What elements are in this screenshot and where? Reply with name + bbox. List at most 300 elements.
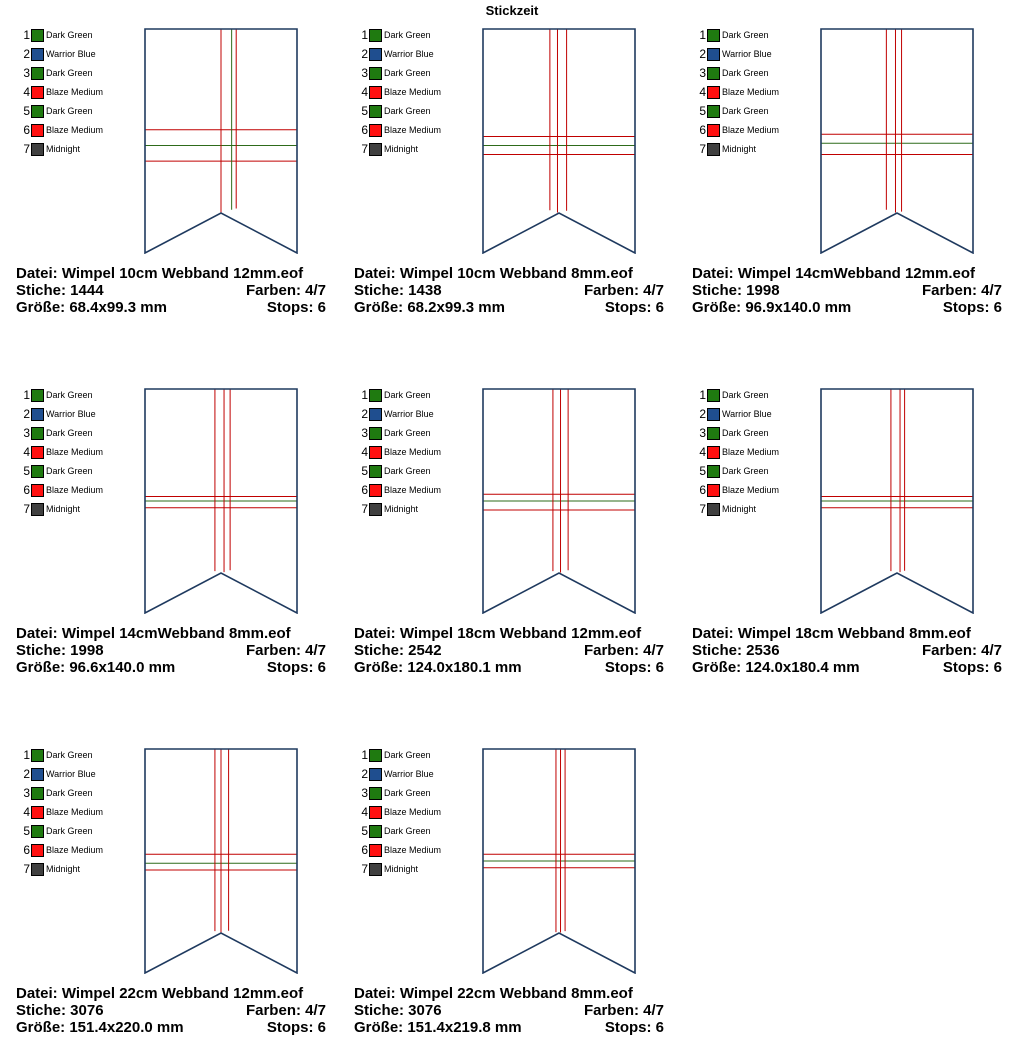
legend-item xyxy=(16,748,93,763)
legend-color-name: Dark Green xyxy=(46,826,93,836)
legend-item xyxy=(16,824,93,839)
legend-color-name: Blaze Medium xyxy=(46,485,104,495)
legend-item xyxy=(354,104,431,119)
legend-number: 3 xyxy=(361,426,368,440)
legend-item xyxy=(692,426,769,441)
color-swatch xyxy=(31,427,44,440)
legend-item xyxy=(16,843,103,858)
design-size: Größe: 68.2x99.3 mm xyxy=(354,299,505,316)
legend-color-name: Dark Green xyxy=(384,750,431,760)
legend-number: 1 xyxy=(699,28,706,42)
legend-number: 5 xyxy=(23,464,30,478)
color-count: Farben: 4/7 xyxy=(245,282,326,299)
color-count: Farben: 4/7 xyxy=(921,282,1002,299)
stop-count: Stops: 6 xyxy=(604,659,664,676)
legend-color-name: Dark Green xyxy=(384,788,431,798)
legend-color-name: Blaze Medium xyxy=(46,87,104,97)
size-line xyxy=(16,1019,326,1036)
stop-count: Stops: 6 xyxy=(604,1019,664,1036)
legend-item xyxy=(692,407,772,422)
legend-item xyxy=(354,502,418,517)
color-swatch xyxy=(31,768,44,781)
legend-number: 1 xyxy=(699,388,706,402)
legend-color-name: Dark Green xyxy=(384,106,431,116)
legend-color-name: Warrior Blue xyxy=(384,769,434,779)
color-swatch xyxy=(31,124,44,137)
design-info xyxy=(16,265,326,316)
stitch-count: Stiche: 3076 xyxy=(16,1002,104,1019)
size-line xyxy=(692,299,1002,316)
legend-color-name: Blaze Medium xyxy=(46,807,104,817)
design-card xyxy=(16,388,334,688)
pennant-outline xyxy=(483,29,635,253)
color-swatch xyxy=(369,825,382,838)
design-size: Größe: 124.0x180.4 mm xyxy=(692,659,860,676)
legend-number: 2 xyxy=(23,767,30,781)
color-swatch xyxy=(31,484,44,497)
legend-item xyxy=(16,28,93,43)
design-size: Größe: 124.0x180.1 mm xyxy=(354,659,522,676)
color-swatch xyxy=(707,67,720,80)
legend-item xyxy=(354,28,431,43)
legend-item xyxy=(692,123,779,138)
legend-number: 7 xyxy=(699,142,706,156)
legend-color-name: Dark Green xyxy=(46,466,93,476)
legend-item xyxy=(692,47,772,62)
color-swatch xyxy=(369,465,382,478)
legend-item xyxy=(16,862,80,877)
legend-color-name: Blaze Medium xyxy=(722,485,780,495)
size-line xyxy=(354,1019,664,1036)
pennant-preview xyxy=(144,28,298,254)
legend-item xyxy=(692,66,769,81)
pennant-preview xyxy=(820,28,974,254)
design-card xyxy=(16,748,334,1048)
legend-color-name: Midnight xyxy=(722,504,757,514)
color-count: Farben: 4/7 xyxy=(245,1002,326,1019)
color-swatch xyxy=(369,484,382,497)
legend-number: 4 xyxy=(361,805,368,819)
legend-item xyxy=(16,502,80,517)
legend-color-name: Dark Green xyxy=(46,390,93,400)
stitches-line xyxy=(354,642,664,659)
legend-color-name: Warrior Blue xyxy=(384,49,434,59)
legend-item xyxy=(16,47,96,62)
color-swatch xyxy=(369,844,382,857)
design-size: Größe: 96.9x140.0 mm xyxy=(692,299,852,316)
legend-number: 3 xyxy=(361,786,368,800)
color-swatch xyxy=(369,446,382,459)
color-swatch xyxy=(369,48,382,61)
legend-number: 6 xyxy=(699,123,706,137)
legend-color-name: Blaze Medium xyxy=(384,485,442,495)
legend-color-name: Dark Green xyxy=(46,68,93,78)
legend-number: 7 xyxy=(361,502,368,516)
legend-number: 2 xyxy=(361,47,368,61)
legend-color-name: Dark Green xyxy=(384,30,431,40)
legend-number: 7 xyxy=(361,142,368,156)
pennant-outline xyxy=(821,29,973,253)
design-info xyxy=(354,265,664,316)
legend-color-name: Dark Green xyxy=(46,750,93,760)
file-line: Datei: Wimpel 22cm Webband 12mm.eof xyxy=(16,985,304,1002)
legend-item xyxy=(354,748,431,763)
legend-color-name: Dark Green xyxy=(722,390,769,400)
legend-color-name: Blaze Medium xyxy=(384,87,442,97)
pennant-preview xyxy=(482,28,636,254)
legend-item xyxy=(354,123,441,138)
legend-item xyxy=(16,123,103,138)
legend-number: 3 xyxy=(699,66,706,80)
color-swatch xyxy=(31,105,44,118)
legend-color-name: Dark Green xyxy=(722,106,769,116)
design-info xyxy=(354,985,664,1036)
legend-color-name: Dark Green xyxy=(722,428,769,438)
file-line: Datei: Wimpel 14cmWebband 8mm.eof xyxy=(16,625,291,642)
color-swatch xyxy=(31,825,44,838)
file-line: Datei: Wimpel 10cm Webband 12mm.eof xyxy=(16,265,304,282)
design-card xyxy=(692,388,1010,688)
legend-item xyxy=(354,426,431,441)
color-count: Farben: 4/7 xyxy=(583,282,664,299)
legend-color-name: Midnight xyxy=(384,504,419,514)
legend-color-name: Dark Green xyxy=(384,466,431,476)
legend-number: 7 xyxy=(699,502,706,516)
legend-number: 7 xyxy=(23,142,30,156)
color-swatch xyxy=(369,503,382,516)
legend-item xyxy=(16,786,93,801)
stitch-count: Stiche: 1438 xyxy=(354,282,442,299)
color-swatch xyxy=(369,787,382,800)
stop-count: Stops: 6 xyxy=(266,659,326,676)
legend-number: 2 xyxy=(23,47,30,61)
legend-item xyxy=(692,483,779,498)
legend-item xyxy=(354,388,431,403)
legend-item xyxy=(692,445,779,460)
legend-color-name: Blaze Medium xyxy=(722,87,780,97)
legend-number: 6 xyxy=(23,123,30,137)
design-info xyxy=(354,625,664,676)
color-swatch xyxy=(31,143,44,156)
stitches-line xyxy=(354,282,664,299)
stitches-line xyxy=(692,642,1002,659)
legend-item xyxy=(16,426,93,441)
size-line xyxy=(16,299,326,316)
legend-color-name: Warrior Blue xyxy=(722,409,772,419)
color-swatch xyxy=(707,446,720,459)
color-swatch xyxy=(707,389,720,402)
stop-count: Stops: 6 xyxy=(266,1019,326,1036)
design-card xyxy=(16,28,334,328)
legend-number: 3 xyxy=(23,786,30,800)
color-swatch xyxy=(31,67,44,80)
legend-number: 3 xyxy=(23,426,30,440)
legend-number: 1 xyxy=(361,748,368,762)
design-info xyxy=(692,265,1002,316)
legend-color-name: Warrior Blue xyxy=(722,49,772,59)
color-swatch xyxy=(369,427,382,440)
legend-item xyxy=(692,85,779,100)
file-line: Datei: Wimpel 22cm Webband 8mm.eof xyxy=(354,985,633,1002)
design-info xyxy=(16,625,326,676)
color-swatch xyxy=(31,465,44,478)
stitch-count: Stiche: 3076 xyxy=(354,1002,442,1019)
legend-number: 4 xyxy=(23,445,30,459)
legend-color-name: Dark Green xyxy=(46,106,93,116)
legend-item xyxy=(16,445,103,460)
legend-item xyxy=(16,767,96,782)
legend-item xyxy=(16,464,93,479)
legend-number: 4 xyxy=(23,85,30,99)
legend-item xyxy=(354,407,434,422)
color-swatch xyxy=(31,446,44,459)
legend-number: 7 xyxy=(23,862,30,876)
legend-number: 4 xyxy=(23,805,30,819)
stitch-count: Stiche: 1998 xyxy=(692,282,780,299)
legend-number: 5 xyxy=(699,464,706,478)
design-info xyxy=(692,625,1002,676)
color-count: Farben: 4/7 xyxy=(921,642,1002,659)
legend-item xyxy=(354,85,441,100)
color-swatch xyxy=(707,124,720,137)
stop-count: Stops: 6 xyxy=(604,299,664,316)
legend-color-name: Dark Green xyxy=(722,30,769,40)
legend-item xyxy=(692,464,769,479)
color-swatch xyxy=(369,863,382,876)
legend-item xyxy=(354,142,418,157)
design-size: Größe: 96.6x140.0 mm xyxy=(16,659,176,676)
legend-number: 6 xyxy=(23,483,30,497)
legend-item xyxy=(354,483,441,498)
legend-color-name: Warrior Blue xyxy=(46,769,96,779)
legend-item xyxy=(354,66,431,81)
legend-number: 5 xyxy=(361,464,368,478)
color-swatch xyxy=(369,768,382,781)
legend-color-name: Dark Green xyxy=(722,466,769,476)
color-count: Farben: 4/7 xyxy=(245,642,326,659)
legend-color-name: Blaze Medium xyxy=(722,125,780,135)
color-swatch xyxy=(31,408,44,421)
stitch-count: Stiche: 1998 xyxy=(16,642,104,659)
legend-color-name: Midnight xyxy=(384,144,419,154)
legend-item xyxy=(16,66,93,81)
stitch-count: Stiche: 1444 xyxy=(16,282,104,299)
color-swatch xyxy=(369,806,382,819)
stitch-count: Stiche: 2536 xyxy=(692,642,780,659)
design-card xyxy=(692,28,1010,328)
color-swatch xyxy=(31,48,44,61)
legend-item xyxy=(354,786,431,801)
file-line: Datei: Wimpel 18cm Webband 8mm.eof xyxy=(692,625,971,642)
size-line xyxy=(354,659,664,676)
legend-color-name: Midnight xyxy=(384,864,419,874)
file-line: Datei: Wimpel 14cmWebband 12mm.eof xyxy=(692,265,975,282)
color-swatch xyxy=(369,124,382,137)
color-swatch xyxy=(369,749,382,762)
color-swatch xyxy=(369,67,382,80)
design-card xyxy=(354,28,672,328)
stitch-count: Stiche: 2542 xyxy=(354,642,442,659)
legend-number: 2 xyxy=(361,767,368,781)
file-line: Datei: Wimpel 10cm Webband 8mm.eof xyxy=(354,265,633,282)
legend-item xyxy=(16,483,103,498)
legend-number: 5 xyxy=(361,104,368,118)
stop-count: Stops: 6 xyxy=(942,299,1002,316)
color-swatch xyxy=(707,465,720,478)
color-swatch xyxy=(707,86,720,99)
legend-number: 4 xyxy=(699,445,706,459)
legend-item xyxy=(692,28,769,43)
file-line: Datei: Wimpel 18cm Webband 12mm.eof xyxy=(354,625,642,642)
legend-item xyxy=(692,502,756,517)
legend-item xyxy=(16,407,96,422)
legend-color-name: Midnight xyxy=(722,144,757,154)
legend-item xyxy=(354,843,441,858)
color-swatch xyxy=(369,29,382,42)
legend-number: 1 xyxy=(23,748,30,762)
legend-color-name: Midnight xyxy=(46,864,81,874)
color-swatch xyxy=(369,389,382,402)
legend-color-name: Dark Green xyxy=(46,788,93,798)
legend-color-name: Midnight xyxy=(46,504,81,514)
legend-number: 3 xyxy=(23,66,30,80)
color-count: Farben: 4/7 xyxy=(583,1002,664,1019)
size-line xyxy=(16,659,326,676)
legend-color-name: Midnight xyxy=(46,144,81,154)
legend-number: 6 xyxy=(23,843,30,857)
color-swatch xyxy=(31,749,44,762)
size-line xyxy=(692,659,1002,676)
stitches-line xyxy=(16,282,326,299)
design-size: Größe: 151.4x219.8 mm xyxy=(354,1019,522,1036)
page-title: Stickzeit xyxy=(485,3,539,18)
pennant-preview xyxy=(482,388,636,614)
legend-item xyxy=(354,47,434,62)
legend-color-name: Dark Green xyxy=(384,390,431,400)
legend-number: 4 xyxy=(361,85,368,99)
legend-item xyxy=(16,104,93,119)
legend-number: 5 xyxy=(699,104,706,118)
color-count: Farben: 4/7 xyxy=(583,642,664,659)
stitches-line xyxy=(354,1002,664,1019)
pennant-preview xyxy=(144,748,298,974)
legend-item xyxy=(354,464,431,479)
design-card xyxy=(354,388,672,688)
legend-number: 6 xyxy=(699,483,706,497)
color-swatch xyxy=(707,48,720,61)
color-swatch xyxy=(369,86,382,99)
color-swatch xyxy=(31,86,44,99)
color-swatch xyxy=(707,408,720,421)
size-line xyxy=(354,299,664,316)
pennant-preview xyxy=(144,388,298,614)
legend-number: 2 xyxy=(361,407,368,421)
color-swatch xyxy=(707,427,720,440)
legend-number: 4 xyxy=(361,445,368,459)
legend-number: 1 xyxy=(361,388,368,402)
color-swatch xyxy=(707,143,720,156)
legend-color-name: Warrior Blue xyxy=(46,409,96,419)
color-swatch xyxy=(369,408,382,421)
legend-color-name: Warrior Blue xyxy=(384,409,434,419)
color-swatch xyxy=(31,787,44,800)
color-swatch xyxy=(31,389,44,402)
legend-number: 7 xyxy=(361,862,368,876)
legend-number: 2 xyxy=(23,407,30,421)
color-swatch xyxy=(31,29,44,42)
legend-color-name: Dark Green xyxy=(46,428,93,438)
legend-color-name: Blaze Medium xyxy=(722,447,780,457)
legend-item xyxy=(692,142,756,157)
color-swatch xyxy=(707,484,720,497)
design-size: Größe: 151.4x220.0 mm xyxy=(16,1019,184,1036)
legend-color-name: Blaze Medium xyxy=(46,845,104,855)
legend-number: 2 xyxy=(699,407,706,421)
legend-color-name: Blaze Medium xyxy=(384,807,442,817)
color-swatch xyxy=(369,143,382,156)
legend-item xyxy=(354,767,434,782)
legend-number: 1 xyxy=(23,28,30,42)
color-swatch xyxy=(369,105,382,118)
legend-color-name: Dark Green xyxy=(384,428,431,438)
legend-color-name: Warrior Blue xyxy=(46,49,96,59)
legend-item xyxy=(16,388,93,403)
legend-number: 5 xyxy=(23,104,30,118)
color-swatch xyxy=(707,503,720,516)
legend-number: 5 xyxy=(361,824,368,838)
legend-number: 3 xyxy=(361,66,368,80)
legend-color-name: Blaze Medium xyxy=(384,125,442,135)
color-swatch xyxy=(31,863,44,876)
stop-count: Stops: 6 xyxy=(942,659,1002,676)
legend-color-name: Dark Green xyxy=(722,68,769,78)
legend-number: 2 xyxy=(699,47,706,61)
design-size: Größe: 68.4x99.3 mm xyxy=(16,299,167,316)
stitches-line xyxy=(16,642,326,659)
legend-color-name: Blaze Medium xyxy=(46,125,104,135)
legend-item xyxy=(16,805,103,820)
stitches-line xyxy=(692,282,1002,299)
legend-item xyxy=(354,445,441,460)
legend-number: 5 xyxy=(23,824,30,838)
legend-color-name: Dark Green xyxy=(384,68,431,78)
legend-number: 1 xyxy=(361,28,368,42)
legend-item xyxy=(354,862,418,877)
legend-color-name: Blaze Medium xyxy=(384,447,442,457)
legend-number: 6 xyxy=(361,483,368,497)
color-swatch xyxy=(31,806,44,819)
legend-item xyxy=(354,805,441,820)
color-swatch xyxy=(707,105,720,118)
legend-item xyxy=(354,824,431,839)
legend-number: 4 xyxy=(699,85,706,99)
legend-number: 7 xyxy=(23,502,30,516)
legend-number: 1 xyxy=(23,388,30,402)
legend-color-name: Dark Green xyxy=(384,826,431,836)
legend-item xyxy=(16,85,103,100)
legend-item xyxy=(692,388,769,403)
color-swatch xyxy=(707,29,720,42)
design-info xyxy=(16,985,326,1036)
pennant-preview xyxy=(820,388,974,614)
design-card xyxy=(354,748,672,1048)
pennant-preview xyxy=(482,748,636,974)
legend-color-name: Dark Green xyxy=(46,30,93,40)
color-swatch xyxy=(31,844,44,857)
legend-color-name: Blaze Medium xyxy=(384,845,442,855)
legend-item xyxy=(692,104,769,119)
legend-item xyxy=(16,142,80,157)
